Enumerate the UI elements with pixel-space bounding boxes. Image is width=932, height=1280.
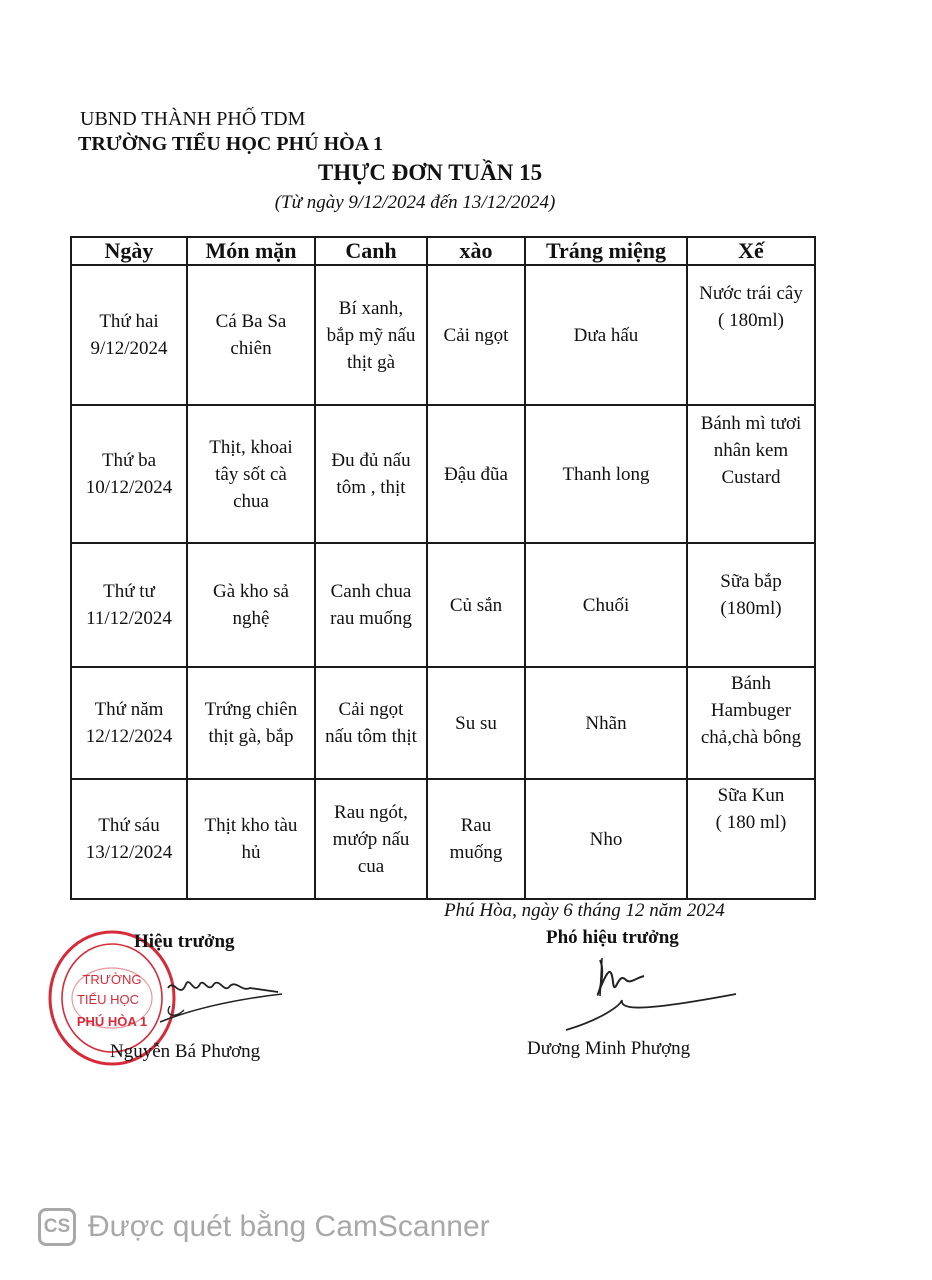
cell-day: Thứ hai 9/12/2024 bbox=[71, 265, 187, 405]
page-title: THỰC ĐƠN TUẦN 15 bbox=[317, 160, 543, 185]
cell-dessert: Nho bbox=[525, 779, 687, 899]
watermark-text: Được quét bằng CamScanner bbox=[88, 1210, 490, 1243]
principal-name: Nguyễn Bá Phương bbox=[110, 1041, 261, 1062]
column-header-stir-fry: xào bbox=[427, 237, 525, 265]
school-line: TRƯỜNG TIỂU HỌC PHÚ HÒA 1 bbox=[78, 133, 384, 155]
principal-signature bbox=[150, 970, 290, 1030]
camscanner-logo-icon: CS bbox=[38, 1208, 76, 1246]
cell-snack: Sữa Kun ( 180 ml) bbox=[687, 779, 815, 899]
menu-table bbox=[70, 236, 816, 900]
cell-snack: Bánh mì tươi nhân kem Custard bbox=[687, 405, 815, 543]
cell-day: Thứ năm 12/12/2024 bbox=[71, 667, 187, 779]
cell-soup: Canh chua rau muống bbox=[315, 543, 427, 667]
org-line: UBND THÀNH PHỐ TDM bbox=[80, 108, 306, 130]
cell-dessert: Nhãn bbox=[525, 667, 687, 779]
date-range: (Từ ngày 9/12/2024 đến 13/12/2024) bbox=[274, 192, 556, 213]
column-header-dessert: Tráng miệng bbox=[525, 237, 687, 265]
cell-stir-fry: Su su bbox=[427, 667, 525, 779]
svg-text:PHÚ HÒA 1: PHÚ HÒA 1 bbox=[76, 1014, 148, 1029]
vice-principal-name: Dương Minh Phượng bbox=[527, 1038, 691, 1059]
table-row bbox=[71, 667, 815, 779]
table-row bbox=[71, 405, 815, 543]
cell-snack: Bánh Hambuger chả,chà bông bbox=[687, 667, 815, 779]
table-row bbox=[71, 265, 815, 405]
cell-dessert: Thanh long bbox=[525, 405, 687, 543]
cell-main-dish: Thịt kho tàu hủ bbox=[187, 779, 315, 899]
table-row bbox=[71, 779, 815, 899]
cell-day: Thứ ba 10/12/2024 bbox=[71, 405, 187, 543]
cell-soup: Cải ngọt nấu tôm thịt bbox=[315, 667, 427, 779]
cell-soup: Rau ngót, mướp nấu cua bbox=[315, 779, 427, 899]
column-header-main-dish: Món mặn bbox=[187, 237, 315, 265]
table-row bbox=[71, 543, 815, 667]
cell-soup: Bí xanh, bắp mỹ nấu thịt gà bbox=[315, 265, 427, 405]
cell-day: Thứ sáu 13/12/2024 bbox=[71, 779, 187, 899]
cell-main-dish: Thịt, khoai tây sốt cà chua bbox=[187, 405, 315, 543]
cell-snack: Sữa bắp (180ml) bbox=[687, 543, 815, 667]
vice-principal-signature bbox=[560, 950, 740, 1040]
cell-stir-fry: Củ sắn bbox=[427, 543, 525, 667]
place-date: Phú Hòa, ngày 6 tháng 12 năm 2024 bbox=[444, 900, 725, 921]
cell-dessert: Dưa hấu bbox=[525, 265, 687, 405]
principal-role: Hiệu trưởng bbox=[134, 931, 235, 952]
svg-text:TIỂU HỌC: TIỂU HỌC bbox=[76, 992, 140, 1007]
svg-text:TRƯỜNG: TRƯỜNG bbox=[82, 972, 142, 987]
cell-soup: Đu đủ nấu tôm , thịt bbox=[315, 405, 427, 543]
camscanner-watermark bbox=[38, 1206, 490, 1248]
cell-snack: Nước trái cây ( 180ml) bbox=[687, 265, 815, 405]
column-header-day: Ngày bbox=[71, 237, 187, 265]
cell-main-dish: Cá Ba Sa chiên bbox=[187, 265, 315, 405]
column-header-snack: Xế bbox=[687, 237, 815, 265]
cell-main-dish: Gà kho sả nghệ bbox=[187, 543, 315, 667]
cell-main-dish: Trứng chiên thịt gà, bắp bbox=[187, 667, 315, 779]
cell-day: Thứ tư 11/12/2024 bbox=[71, 543, 187, 667]
cell-stir-fry: Rau muống bbox=[427, 779, 525, 899]
table-header-row bbox=[71, 237, 815, 265]
vice-principal-role: Phó hiệu trưởng bbox=[546, 927, 679, 948]
column-header-soup: Canh bbox=[315, 237, 427, 265]
cell-stir-fry: Đậu đũa bbox=[427, 405, 525, 543]
cell-stir-fry: Cải ngọt bbox=[427, 265, 525, 405]
cell-dessert: Chuối bbox=[525, 543, 687, 667]
